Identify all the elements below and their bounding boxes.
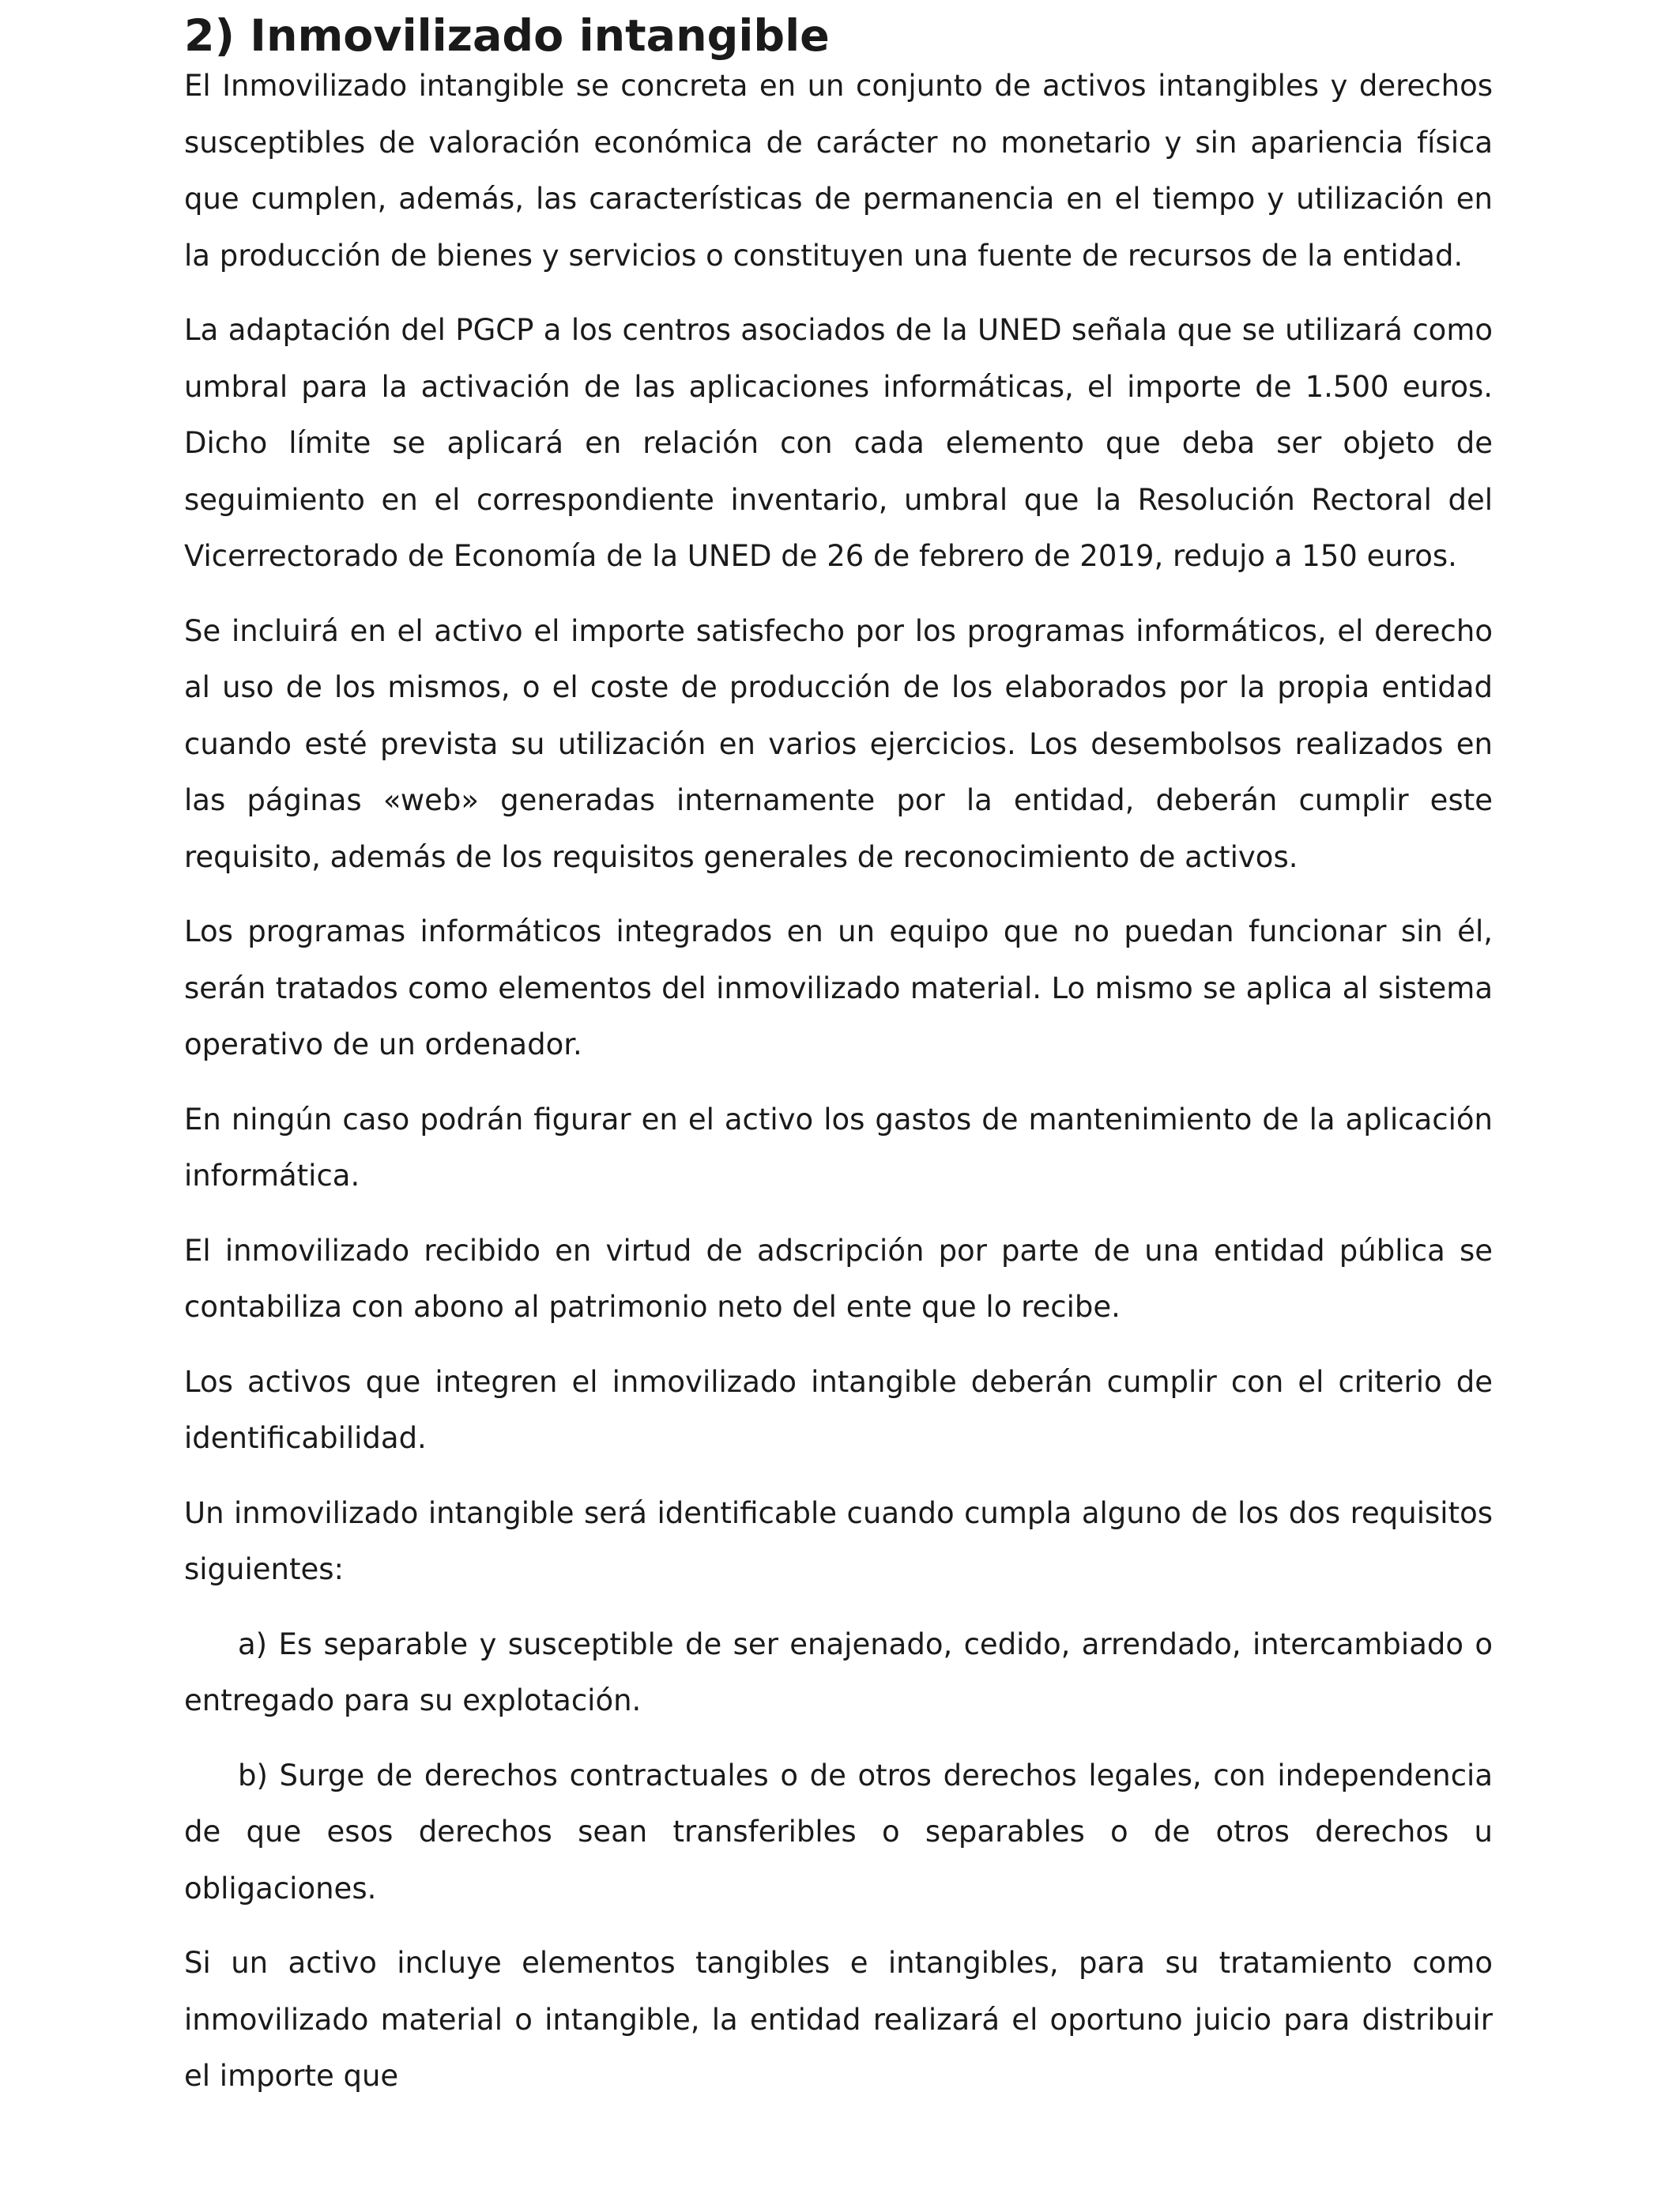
requirement-b: b) Surge de derechos contractuales o de otros derechos legales, con independencia de que esos derechos sean transferibles o separables o de otros derechos u obligaciones.: [184, 1758, 1493, 1906]
paragraph-adscription: El inmovilizado recibido en virtud de adscripción por parte de una entidad pública se contabiliza con abono al patrimonio neto del ente que lo recibe.: [184, 1233, 1493, 1324]
paragraph-identifiability: Los activos que integren el inmovilizado intangible deberán cumplir con el criterio de identificabilidad.: [184, 1364, 1493, 1455]
paragraph-integrated-software: Los programas informáticos integrados en un equipo que no puedan funcionar sin él, serán tratados como elementos del inmovilizado material. Lo mismo se aplica al sistema operativo de un ordenador.: [184, 914, 1493, 1061]
requirement-a: a) Es separable y susceptible de ser enajenado, cedido, arrendado, intercambiado o entregado para su explotación.: [184, 1627, 1493, 1717]
paragraph-definition: El Inmovilizado intangible se concreta en un conjunto de activos intangibles y derechos susceptibles de valoración económica de carácter no monetario y sin apariencia física que cumplen, además, las características de permanencia en el tiempo y utilización en la producción de bienes y servicios o constituyen una fuente de recursos de la entidad.: [184, 69, 1493, 273]
paragraph-maintenance: En ningún caso podrán figurar en el activo los gastos de mantenimiento de la aplicación informática.: [184, 1102, 1493, 1193]
paragraph-threshold: La adaptación del PGCP a los centros asociados de la UNED señala que se utilizará como umbral para la activación de las aplicaciones informáticas, el importe de 1.500 euros. Dicho límite se aplicará en relación con cada elemento que deba ser objeto de seguimiento en el correspondiente inventario, umbral que la Resolución Rectoral del Vicerrectorado de Economía de la UNED de 26 de febrero de 2019, redujo a 150 euros.: [184, 313, 1493, 573]
paragraph-mixed-assets: Si un activo incluye elementos tangibles e intangibles, para su tratamiento como inmovilizado material o intangible, la entidad realizará el oportuno juicio para distribuir el importe que: [184, 1946, 1493, 2093]
document-page: [184, 10, 1493, 2123]
paragraph-software-cost: Se incluirá en el activo el importe satisfecho por los programas informáticos, el derecho al uso de los mismos, o el coste de producción de los elaborados por la propia entidad cuando esté prevista su utilización en varios ejercicios. Los desembolsos realizados en las páginas «web» generadas internamente por la entidad, deberán cumplir este requisito, además de los requisitos generales de reconocimiento de activos.: [184, 613, 1493, 874]
section-heading: 2) Inmovilizado intangible: [184, 10, 830, 62]
paragraph-requirements-intro: Un inmovilizado intangible será identificable cuando cumpla alguno de los dos requisitos siguientes:: [184, 1495, 1493, 1586]
